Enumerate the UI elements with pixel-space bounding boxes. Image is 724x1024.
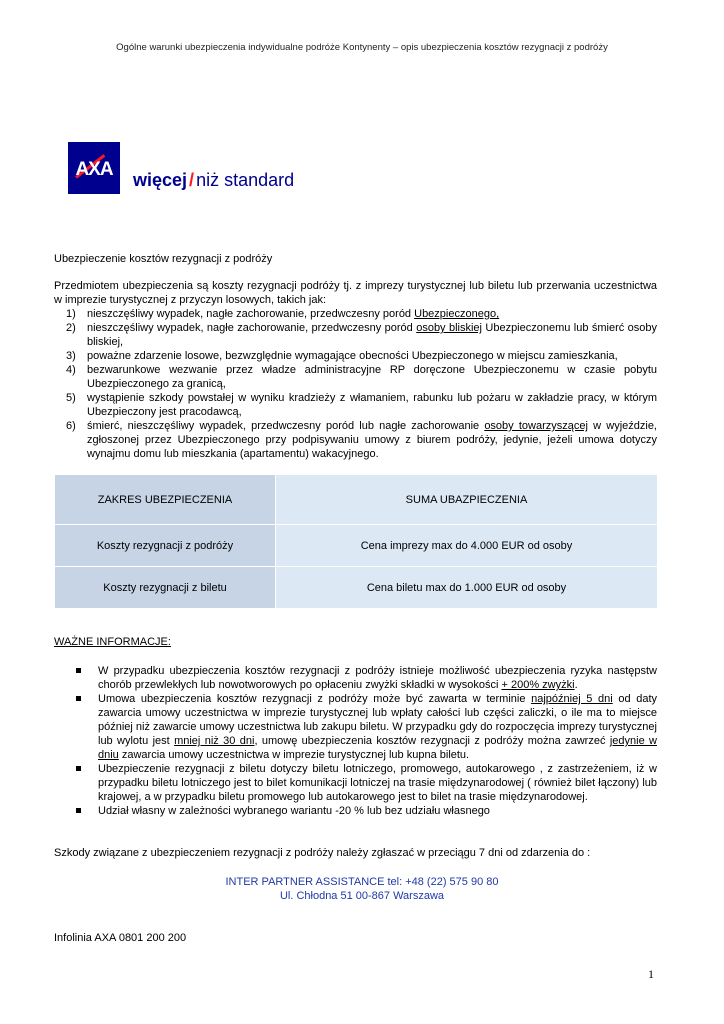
table-cell: Koszty rezygnacji z biletu — [55, 567, 276, 609]
table-row — [55, 525, 658, 567]
slogan-rest: niż standard — [196, 170, 295, 190]
list-item: W przypadku ubezpieczenia kosztów rezygnacji z podróży istnieje możliwość ubezpieczenia ryzyka następstw chorób przewlekłych lub nowotworowych po opłaceniu zwyżki składki w wysokości + 200% zwyżki. — [54, 664, 657, 692]
coverage-table — [54, 474, 658, 609]
bullet-icon — [76, 668, 81, 673]
intro-block — [54, 279, 657, 461]
bullet-icon — [76, 808, 81, 813]
list-item: 1) nieszczęśliwy wypadek, nagłe zachorowanie, przedwczesny poród Ubezpieczonego, — [66, 308, 500, 320]
list-item: Udział własny w zależności wybranego wariantu -20 % lub bez udziału własnego — [54, 804, 657, 818]
table-header-cell: SUMA UBAZPIECZENIA — [276, 475, 658, 525]
claims-text: Szkody związane z ubezpieczeniem rezygnacji z podróży należy zgłaszać w przeciągu 7 dni od zdarzenia do : — [54, 847, 591, 859]
logo-brand: AXA — [75, 159, 113, 180]
list-item: 5) wystąpienie szkody powstałej w wyniku kradzieży z włamaniem, rabunku lub pożaru w zakładzie pracy, w którym Ubezpieczony jest pracodawcą, — [66, 392, 657, 418]
logo-slogan — [133, 170, 294, 191]
important-list — [54, 664, 657, 818]
table-cell: Koszty rezygnacji z podróży — [55, 525, 276, 567]
page-number: 1 — [648, 967, 654, 981]
list-item: Ubezpieczenie rezygnacji z biletu dotyczy biletu lotniczego, promowego, autokarowego , z zastrzeżeniem, iż w przypadku biletu lotniczego jest to bilet komunikacji lotniczej na trasie międzynarodowej ( również bilet łączony) lub krajowej, a w przypadku biletu promowego lub autokarowego jest to bilet na trasie międzynarodowej. — [54, 762, 657, 804]
infolinia: Infolinia AXA 0801 200 200 — [54, 932, 187, 944]
intro-text: Przedmiotem ubezpieczenia są koszty rezygnacji podróży tj. z imprezy turystycznej lub biletu lub przerwania uczestnictwa w imprezie turystycznej z przyczyn losowych, takich jak: — [54, 280, 657, 306]
list-item: 2) nieszczęśliwy wypadek, nagłe zachorowanie, przedwczesny poród osoby bliskiej Ubezpieczonemu lub śmierć osoby bliskiej, — [66, 322, 658, 348]
causes-list — [54, 307, 657, 461]
table-row — [55, 567, 658, 609]
table-header-cell: ZAKRES UBEZPIECZENIA — [55, 475, 276, 525]
table-cell: Cena imprezy max do 4.000 EUR od osoby — [276, 525, 658, 567]
list-item: 4) bezwarunkowe wezwanie przez władze administracyjne RP doręczone Ubezpieczonemu w czasie pobytu Ubezpieczonego za granicą, — [66, 364, 657, 390]
list-item: 3) poważne zdarzenie losowe, bezwzględnie wymagające obecności Ubezpieczonego w miejscu zamieszkania, — [66, 350, 618, 362]
bullet-icon — [76, 696, 81, 701]
bullet-icon — [76, 766, 81, 771]
important-title: WAŻNE INFORMACJE: — [54, 636, 171, 648]
contact-line-2: Ul. Chłodna 51 00-867 Warszawa — [279, 890, 445, 902]
list-item: Umowa ubezpieczenia kosztów rezygnacji z podróży może być zawarta w terminie najpóźniej 5 dni od daty zawarcia umowy uczestnictwa w imprezie turystycznej lub wpłaty całości lub części zaliczki, o ile ma to miejsce później niż zawarcie umowy uczestnictwa lub zakupu biletu. W przypadku gdy do rozpoczęcia imprezy turystycznej lub wylotu jest mniej niż 30 dni, umowę ubezpieczenia kosztów rezygnacji z podróży można zawrzeć jedynie w dniu zawarcia umowy uczestnictwa w imprezie turystycznej lub kupna biletu. — [54, 692, 657, 762]
slogan-bold: więcej — [133, 170, 188, 190]
table-header-row — [55, 475, 658, 525]
page-header: Ogólne warunki ubezpieczenia indywidualne podróże Kontynenty – opis ubezpieczenia kosztów rezygnacji z podróży — [116, 42, 608, 53]
important-block — [54, 664, 657, 818]
contact-line-1: INTER PARTNER ASSISTANCE tel: +48 (22) 575 90 80 — [225, 876, 499, 888]
axa-logo — [68, 142, 120, 194]
list-item: 6) śmierć, nieszczęśliwy wypadek, przedwczesny poród lub nagłe zachorowanie osoby towarzyszącej w wyjeździe, zgłoszonej przez Ubezpieczonego przy podpisywaniu umowy z biurem podróży, jedynie, jeżeli umowa dotyczy wynajmu domu lub mieszkania (apartamentu) wakacyjnego. — [66, 420, 657, 460]
section-title: Ubezpieczenie kosztów rezygnacji z podróży — [54, 253, 273, 265]
slogan-slash: / — [189, 170, 195, 190]
table-cell: Cena biletu max do 1.000 EUR od osoby — [276, 567, 658, 609]
